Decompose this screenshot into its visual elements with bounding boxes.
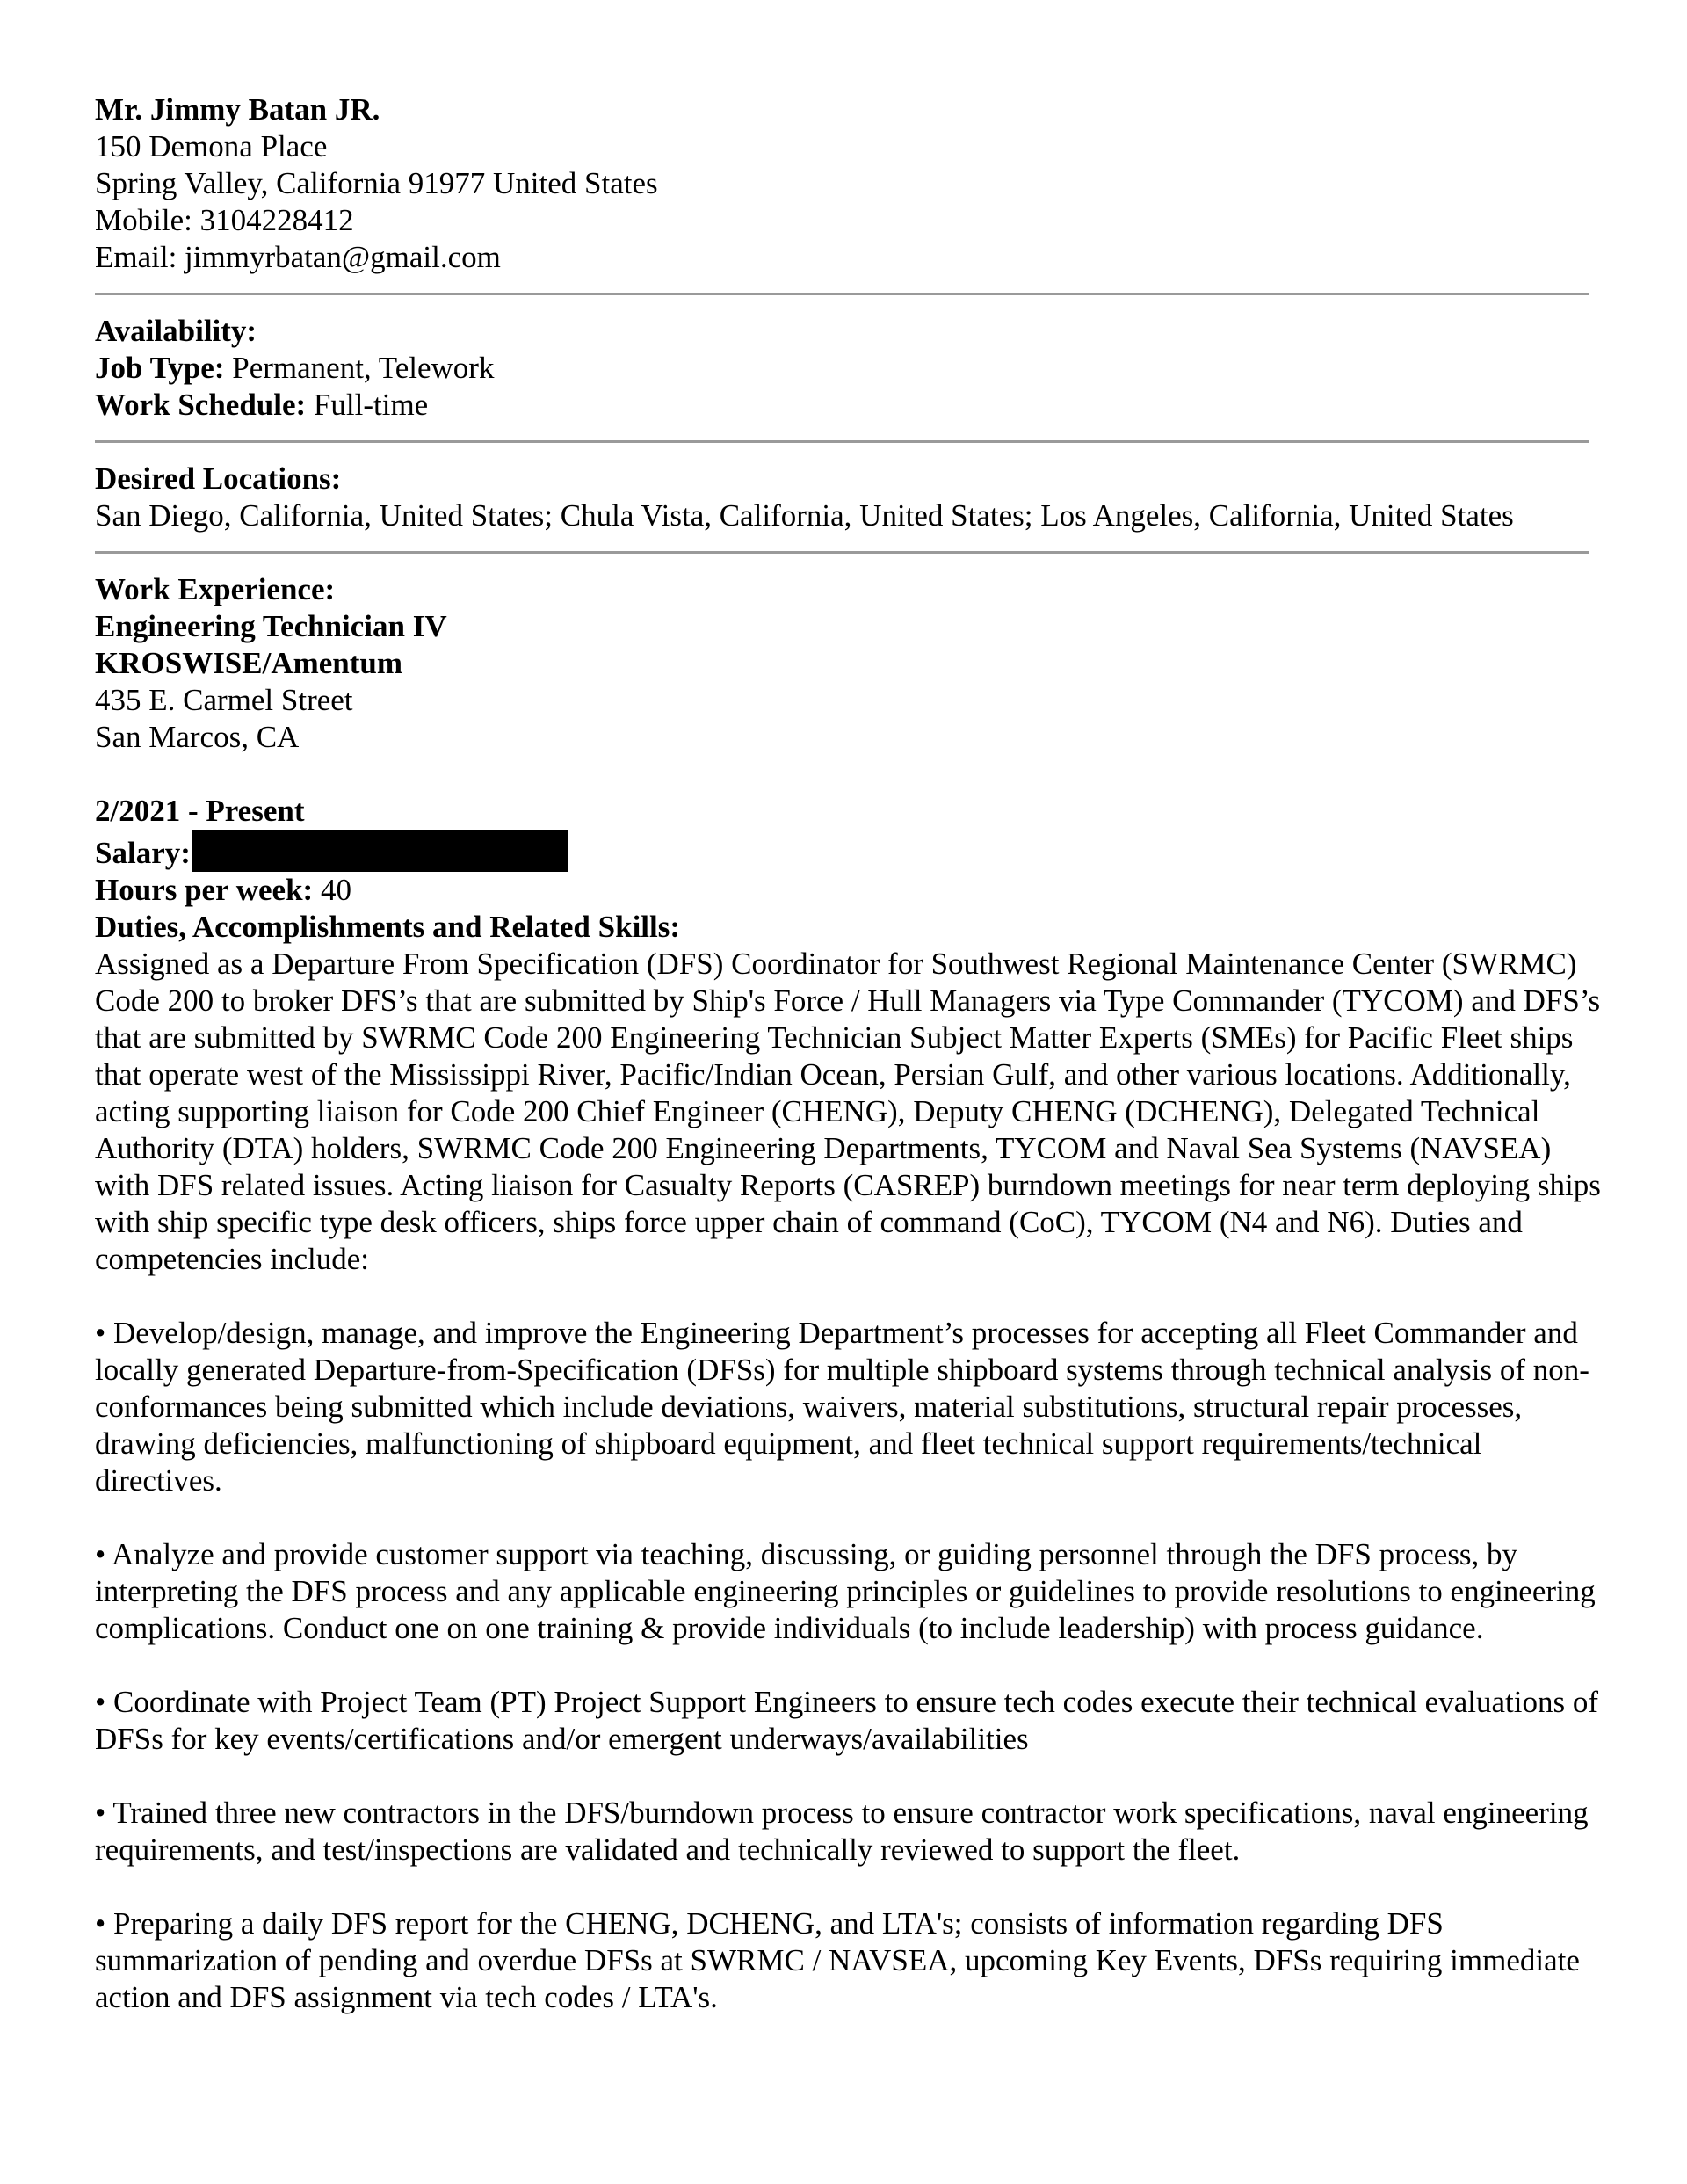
duty-bullet: • Preparing a daily DFS report for the CHENG, DCHENG, and LTA's; consists of information regarding DFS summarization of pending and overdue DFSs at SWRMC / NAVSEA, upcoming Key Events, DFSs requiring immediate action and DFS assignment via tech codes / LTA's. (95, 1906, 1580, 2014)
locations-section (95, 461, 1590, 534)
desired-locations-text: San Diego, California, United States; Chula Vista, California, United States; Los Angeles, California, United States (95, 498, 1514, 533)
city-state-address: Spring Valley, California 91977 United States (95, 166, 658, 200)
redaction-bar (192, 830, 568, 872)
company-city: San Marcos, CA (95, 720, 300, 754)
employment-dates: 2/2021 - Present (95, 794, 305, 828)
section-divider (95, 551, 1589, 554)
experience-heading: Work Experience: (95, 572, 336, 606)
company-street: 435 E. Carmel Street (95, 683, 353, 717)
duty-bullet: • Analyze and provide customer support via teaching, discussing, or guiding personnel through the DFS process, by interpreting the DFS process and any applicable engineering principles or guidelines to provide resolutions to engineering complications. Conduct one on one training & provide individuals (to include leadership) with process guidance. (95, 1537, 1596, 1645)
contact-section (95, 91, 1590, 276)
street-address: 150 Demona Place (95, 129, 328, 163)
work-schedule: Work Schedule: Full-time (95, 388, 429, 422)
availability-heading: Availability: (95, 314, 257, 348)
duties-heading: Duties, Accomplishments and Related Skills: (95, 910, 681, 944)
mobile-number: Mobile: 3104228412 (95, 203, 354, 237)
locations-heading: Desired Locations: (95, 461, 342, 496)
availability-section (95, 313, 1590, 424)
duty-bullet: • Trained three new contractors in the DFS/burndown process to ensure contractor work specifications, naval engineering requirements, and test/inspections are validated and technically reviewed to support the fleet. (95, 1796, 1589, 1867)
salary-line: Salary: (95, 830, 1590, 872)
job-type: Job Type: Permanent, Telework (95, 351, 495, 385)
section-divider (95, 440, 1589, 443)
job-title: Engineering Technician IV (95, 609, 447, 643)
duty-bullet: • Develop/design, manage, and improve the Engineering Department’s processes for accepting all Fleet Commander and locally generated Departure-from-Specification (DFSs) for multiple shipboard systems through technical analysis of non-conformances being submitted which include deviations, waivers, material substitutions, structural repair processes, drawing deficiencies, malfunctioning of shipboard equipment, and fleet technical support requirements/technical directives. (95, 1316, 1589, 1498)
email-address: Email: jimmyrbatan@gmail.com (95, 240, 501, 274)
experience-section (95, 571, 1601, 2016)
section-divider (95, 293, 1589, 295)
company-name: KROSWISE/Amentum (95, 646, 403, 680)
duties-summary: Assigned as a Departure From Specification (DFS) Coordinator for Southwest Regional Maintenance Center (SWRMC) Code 200 to broker DFS’s that are submitted by Ship's Force / Hull Managers via Type Commander (TYCOM) and DFS’s that are submitted by SWRMC Code 200 Engineering Technician Subject Matter Experts (SMEs) for Pacific Fleet ships that operate west of the Mississippi River, Pacific/Indian Ocean, Persian Gulf, and other various locations. Additionally, acting supporting liaison for Code 200 Chief Engineer (CHENG), Deputy CHENG (DCHENG), Delegated Technical Authority (DTA) holders, SWRMC Code 200 Engineering Departments, TYCOM and Naval Sea Systems (NAVSEA) with DFS related issues. Acting liaison for Casualty Reports (CASREP) burndown meetings for near term deploying ships with ship specific type desk officers, ships force upper chain of command (CoC), TYCOM (N4 and N6). Duties and competencies include: (95, 947, 1601, 1276)
applicant-name: Mr. Jimmy Batan JR. (95, 92, 380, 127)
hours-per-week: Hours per week: 40 (95, 873, 351, 907)
duty-bullet: • Coordinate with Project Team (PT) Project Support Engineers to ensure tech codes execute their technical evaluations of DFSs for key events/certifications and/or emergent underways/availabilities (95, 1685, 1598, 1756)
